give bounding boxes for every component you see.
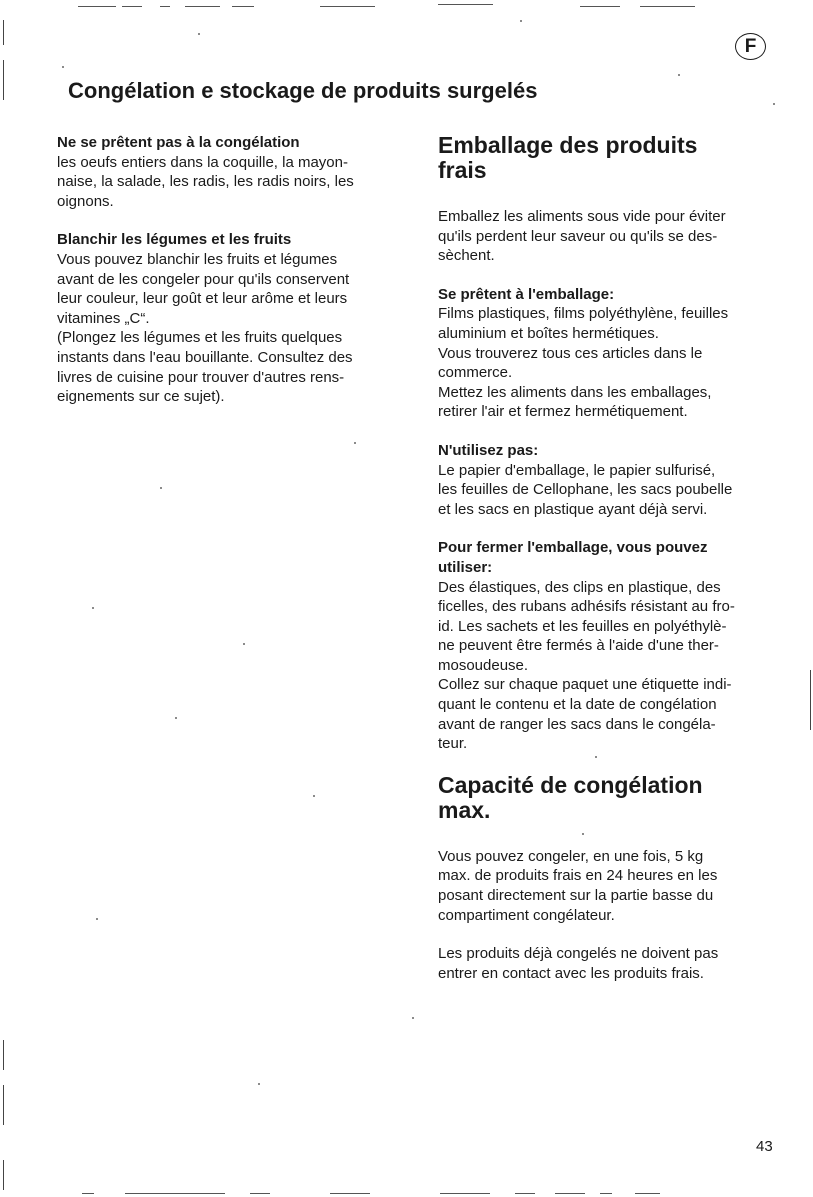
block-text: Vous pouvez congeler, en une fois, 5 kg max. de produits frais en 24 heures en les posant directement sur la partie basse du compartiment congélateur. (438, 847, 718, 924)
scan-artifact (635, 1193, 660, 1194)
text-block-do-not-use (438, 441, 768, 519)
scan-artifact (62, 66, 64, 68)
scan-artifact (678, 74, 680, 76)
scan-artifact (3, 1085, 4, 1125)
block-text: Les produits déjà congelés ne doivent pas entrer en contact avec les produits frais. (438, 945, 719, 982)
section-title-capacity: Capacité de congélation max. (438, 771, 703, 823)
spacer (438, 823, 768, 847)
scan-artifact (773, 103, 775, 105)
language-badge (735, 33, 766, 60)
text-block-frozen-contact (438, 944, 768, 983)
scan-artifact (600, 1193, 612, 1194)
scan-artifact (555, 1193, 585, 1194)
block-heading: Blanchir les légumes et les fruits (57, 231, 292, 249)
scan-artifact (78, 6, 116, 7)
block-heading: Pour fermer l'emballage, vous pouvez utiliser: (438, 539, 708, 576)
scan-artifact (232, 6, 254, 7)
section-title-packaging: Emballage des produits frais (438, 132, 698, 183)
right-column (438, 133, 768, 1002)
scan-artifact (125, 1193, 185, 1194)
scan-artifact (320, 6, 375, 7)
scan-artifact (185, 6, 220, 7)
block-text: les oeufs entiers dans la coquille, la mayon- naise, la salade, les radis, les radis noirs, les oignons. (57, 153, 354, 210)
scan-artifact (810, 670, 811, 730)
scan-artifact (3, 1160, 4, 1190)
scan-artifact (438, 4, 493, 5)
block-text: Vous pouvez blanchir les fruits et légumes avant de les congeler pour qu'ils conservent leur couleur, leur goût et leur arôme et leurs vitamines „C“. (Plongez les légumes et les fruits quelques instants dans l'eau bouillante. Consultez des livres de cuisine pour trouver d'autres rens- eignements sur ce sujet). (57, 250, 353, 406)
scan-artifact (3, 60, 4, 100)
scan-artifact (313, 795, 315, 797)
scan-artifact (354, 442, 356, 444)
text-block-packaging-intro (438, 207, 768, 266)
left-column (57, 133, 397, 426)
scan-artifact (3, 20, 4, 45)
scan-artifact (330, 1193, 370, 1194)
text-block-capacity (438, 847, 768, 925)
block-heading: Ne se prêtent pas à la congélation (57, 134, 300, 151)
page-number: 43 (756, 1138, 773, 1155)
scan-artifact (175, 717, 177, 719)
text-block-unsuitable (57, 133, 397, 211)
block-text: Emballez les aliments sous vide pour éviter qu'ils perdent leur saveur ou qu'ils se des- sèchent. (438, 208, 726, 265)
block-text: Des élastiques, des clips en plastique, des ficelles, des rubans adhésifs résistant au fro- id. Les sachets et les feuilles en polyéthylè- ne peuvent être fermés à l'aide d'une ther- mosoudeuse. Collez sur chaque paquet une étiquette indi- quant le contenu et la date de congélation avant de ranger les sacs dans le congéla- teur. (438, 578, 735, 753)
scan-artifact (580, 6, 620, 7)
scan-artifact (96, 918, 98, 920)
scan-artifact (640, 6, 695, 7)
scan-artifact (122, 6, 142, 7)
scan-artifact (92, 607, 94, 609)
scan-artifact (412, 1017, 414, 1019)
text-block-closing (438, 538, 768, 754)
block-heading: Se prêtent à l'emballage: (438, 285, 615, 303)
scan-artifact (160, 487, 162, 489)
scan-artifact (250, 1193, 270, 1194)
text-block-blanching (57, 230, 397, 406)
scan-artifact (515, 1193, 535, 1194)
scan-artifact (185, 1193, 225, 1194)
scan-artifact (440, 1193, 490, 1194)
language-badge-label: F (744, 35, 757, 57)
block-text: Le papier d'emballage, le papier sulfurisé, les feuilles de Cellophane, les sacs poubelle et les sacs en plastique ayant déjà servi. (438, 461, 733, 518)
scan-artifact (198, 33, 200, 35)
scan-artifact (82, 1193, 94, 1194)
page-title: Congélation e stockage de produits surgelés (68, 78, 538, 103)
scan-artifact (258, 1083, 260, 1085)
scan-artifact (520, 20, 522, 22)
text-block-suitable-packaging (438, 285, 768, 422)
scan-artifact (243, 643, 245, 645)
scan-artifact (3, 1040, 4, 1070)
block-heading: N'utilisez pas: (438, 441, 539, 459)
block-text: Films plastiques, films polyéthylène, feuilles aluminium et boîtes hermétiques. Vous trouverez tous ces articles dans le commerce. Mettez les aliments dans les emballages, retirer l'air et fermez hermétiquement. (438, 305, 729, 421)
spacer (438, 183, 768, 207)
scan-artifact (160, 6, 170, 7)
